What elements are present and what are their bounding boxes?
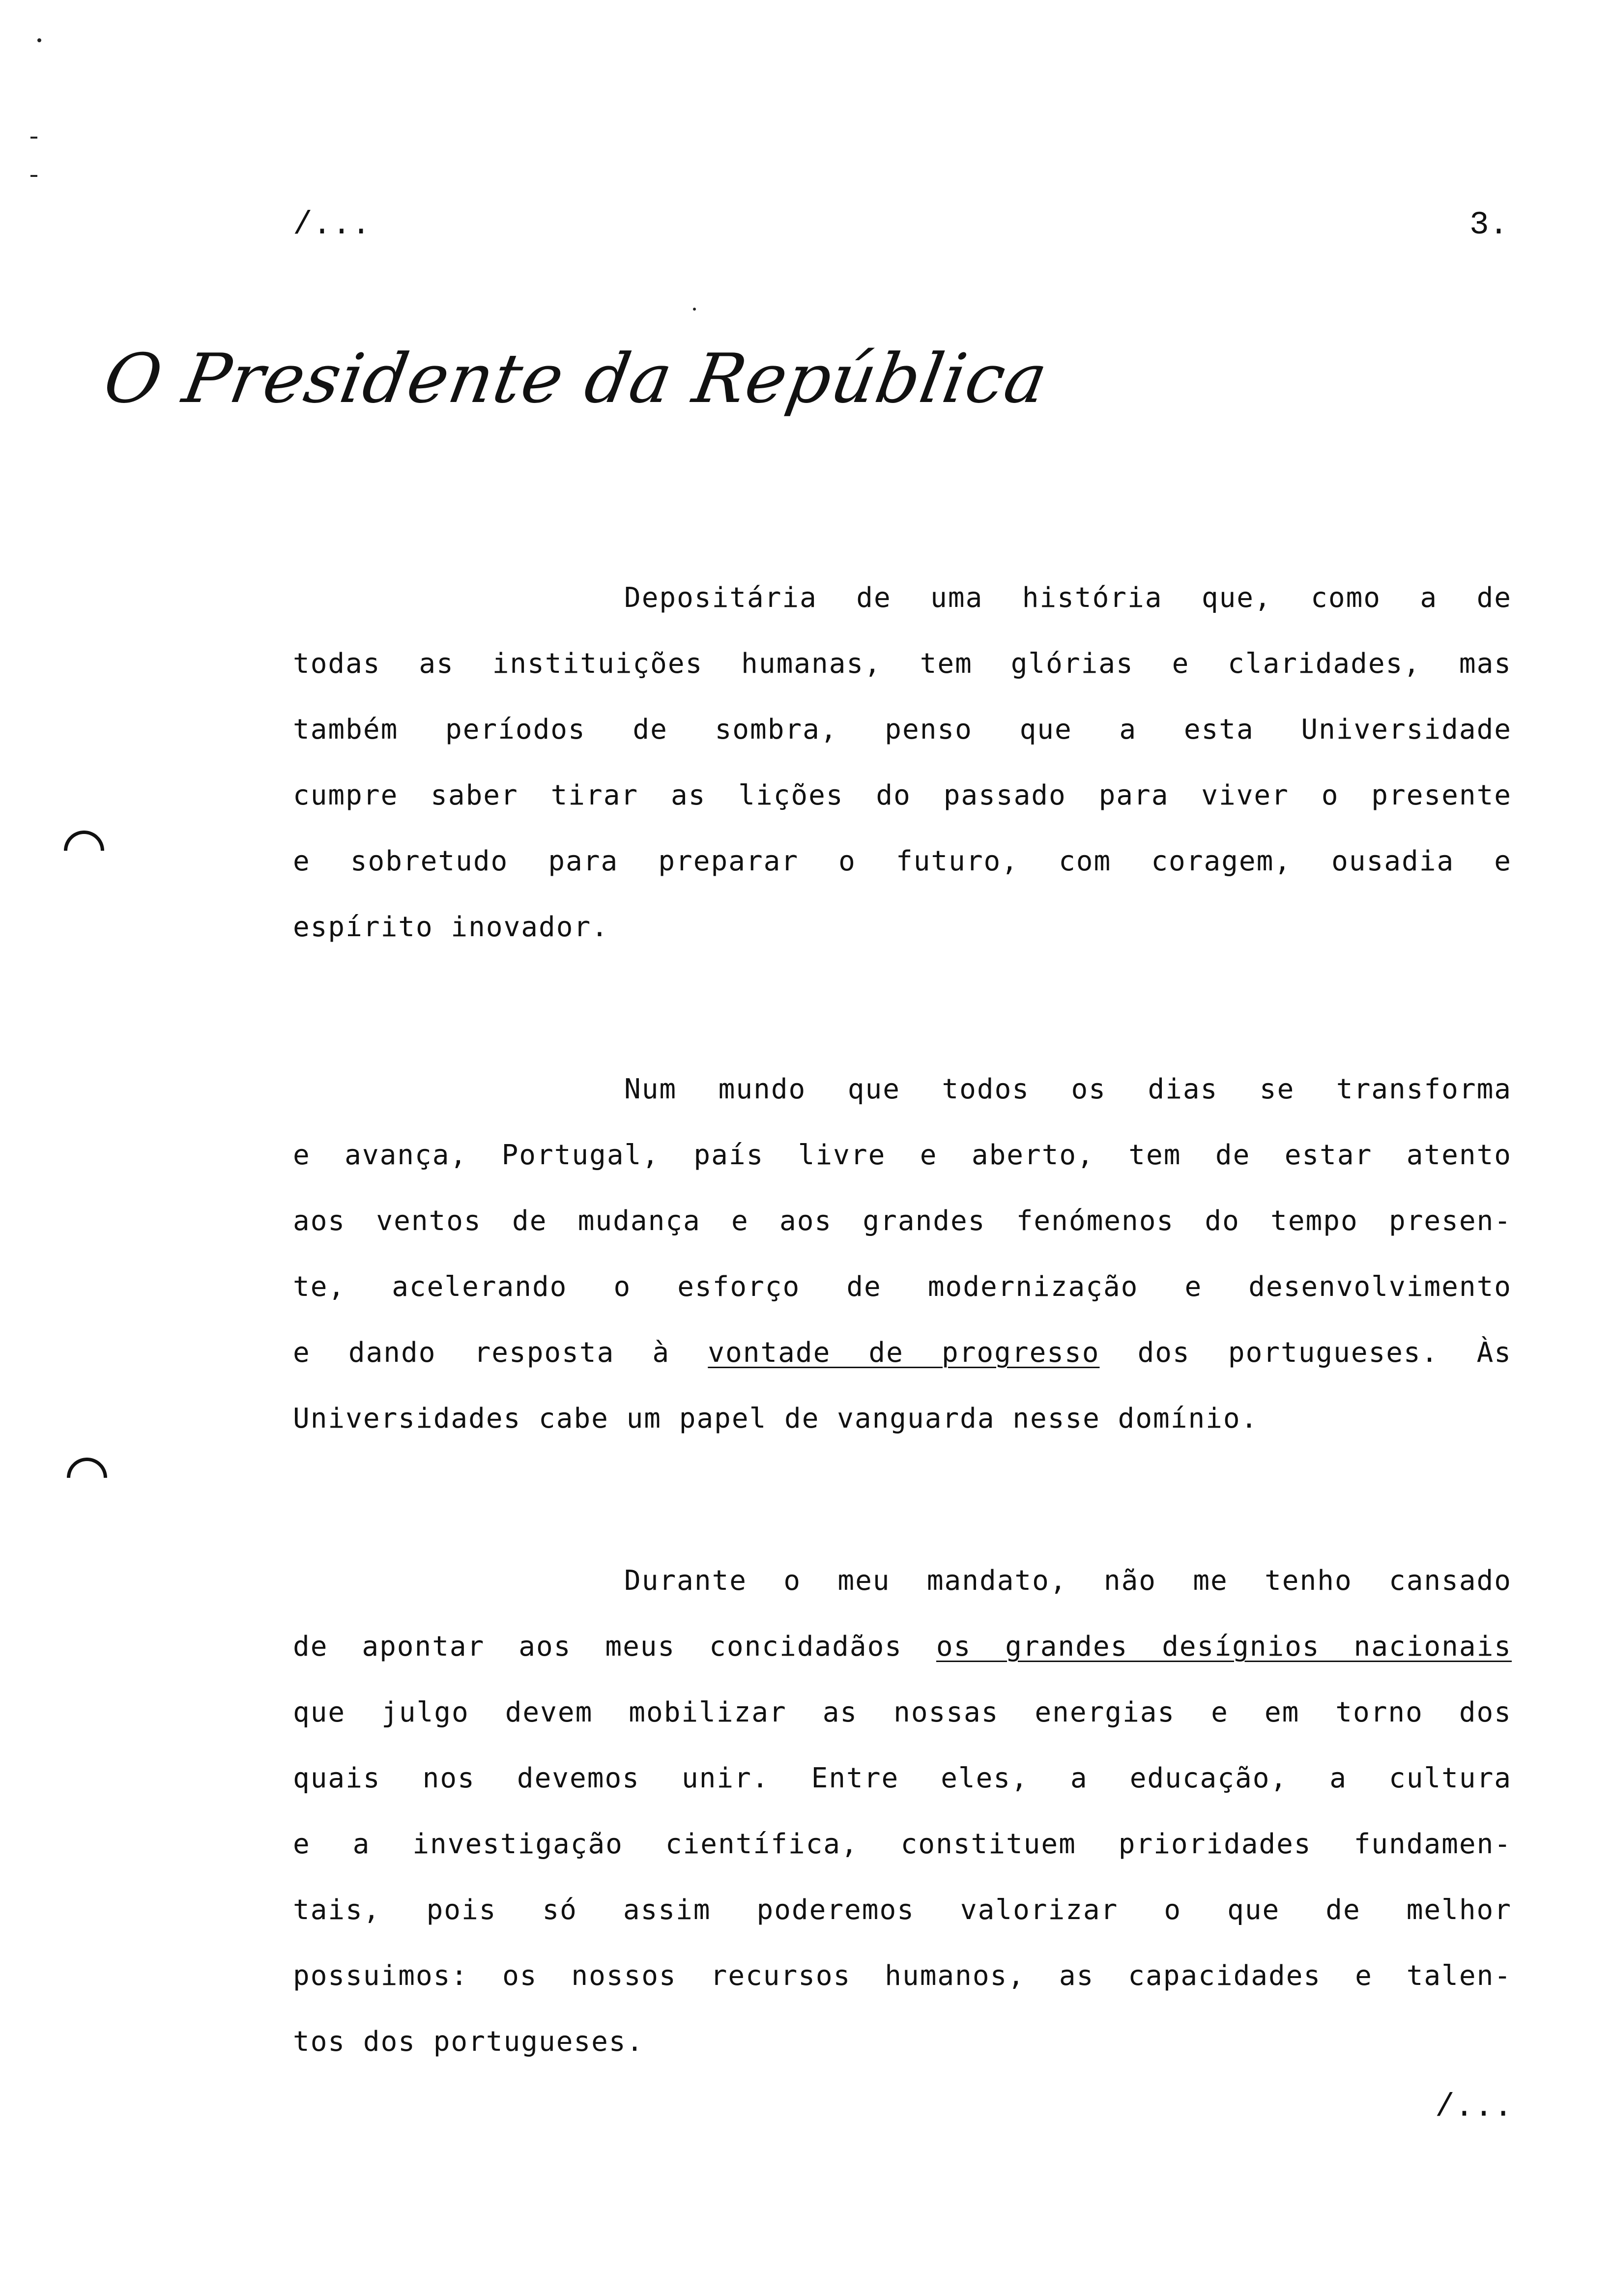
text-line bbox=[293, 565, 1512, 631]
underlined-phrase: vontade de progresso bbox=[708, 1337, 1100, 1369]
page-number: 3. bbox=[1469, 206, 1509, 243]
paragraph bbox=[293, 565, 1512, 960]
text-segment: Universidades cabe um papel de vanguarda nesse domínio. bbox=[293, 1403, 1259, 1435]
text-segment: cumpre saber tirar as lições do passado para viver o presente bbox=[293, 779, 1512, 811]
text-segment: te, acelerando o esforço de modernização e desenvolvimento bbox=[293, 1271, 1512, 1303]
text-segment: Depositária de uma história que, como a de bbox=[624, 582, 1512, 614]
text-segment: possuimos: os nossos recursos humanos, as capacidades e talen- bbox=[293, 1960, 1512, 1992]
text-line bbox=[293, 763, 1512, 829]
paragraph bbox=[293, 1548, 1512, 2075]
text-segment: tais, pois só assim poderemos valorizar o que de melhor bbox=[293, 1894, 1512, 1926]
text-line bbox=[293, 1320, 1512, 1386]
text-line bbox=[293, 829, 1512, 894]
text-segment: tos dos portugueses. bbox=[293, 2026, 644, 2058]
text-line bbox=[293, 1188, 1512, 1254]
scan-speck bbox=[30, 175, 37, 177]
text-line bbox=[293, 1877, 1512, 1943]
continuation-mark-bottom: /... bbox=[1435, 2089, 1513, 2125]
text-line bbox=[293, 697, 1512, 763]
text-segment: também períodos de sombra, penso que a esta Universidade bbox=[293, 714, 1512, 746]
punch-hole-mark bbox=[56, 822, 113, 879]
text-line bbox=[293, 1386, 1512, 1452]
letterhead-script: O Presidente da República bbox=[98, 339, 1054, 418]
scan-speck bbox=[693, 308, 696, 311]
text-segment: quais nos devemos unir. Entre eles, a educação, a cultura bbox=[293, 1762, 1512, 1794]
text-segment: todas as instituições humanas, tem glórias e claridades, mas bbox=[293, 648, 1512, 680]
scan-speck bbox=[30, 137, 37, 139]
paragraph bbox=[293, 1057, 1512, 1452]
text-line bbox=[293, 1122, 1512, 1188]
text-segment: aos ventos de mudança e aos grandes fenómenos do tempo presen- bbox=[293, 1205, 1512, 1237]
text-segment: e avança, Portugal, país livre e aberto, tem de estar atento bbox=[293, 1139, 1512, 1171]
punch-hole-mark bbox=[58, 1449, 115, 1506]
text-line bbox=[293, 1746, 1512, 1811]
text-segment: e sobretudo para preparar o futuro, com coragem, ousadia e bbox=[293, 845, 1512, 877]
text-segment: Num mundo que todos os dias se transforma bbox=[624, 1073, 1512, 1105]
underlined-phrase: os grandes desígnios nacionais bbox=[936, 1631, 1512, 1663]
text-line bbox=[293, 1614, 1512, 1680]
text-segment: dos portugueses. Às bbox=[1099, 1337, 1512, 1369]
text-line bbox=[293, 1254, 1512, 1320]
text-segment: espírito inovador. bbox=[293, 911, 609, 943]
text-segment: de apontar aos meus concidadãos bbox=[293, 1631, 936, 1663]
continuation-mark-top: /... bbox=[293, 206, 371, 243]
scan-speck bbox=[37, 38, 41, 42]
text-line bbox=[293, 1548, 1512, 1614]
text-segment: que julgo devem mobilizar as nossas energias e em torno dos bbox=[293, 1696, 1512, 1728]
body-text bbox=[293, 565, 1512, 2171]
text-segment: e dando resposta à bbox=[293, 1337, 708, 1369]
text-line bbox=[293, 2009, 1512, 2075]
text-line bbox=[293, 1057, 1512, 1122]
text-line bbox=[293, 1680, 1512, 1746]
text-segment: e a investigação científica, constituem prioridades fundamen- bbox=[293, 1828, 1512, 1860]
text-line bbox=[293, 1943, 1512, 2009]
text-line bbox=[293, 894, 1512, 960]
text-line bbox=[293, 1811, 1512, 1877]
text-line bbox=[293, 631, 1512, 697]
text-segment: Durante o meu mandato, não me tenho cansado bbox=[624, 1565, 1512, 1597]
